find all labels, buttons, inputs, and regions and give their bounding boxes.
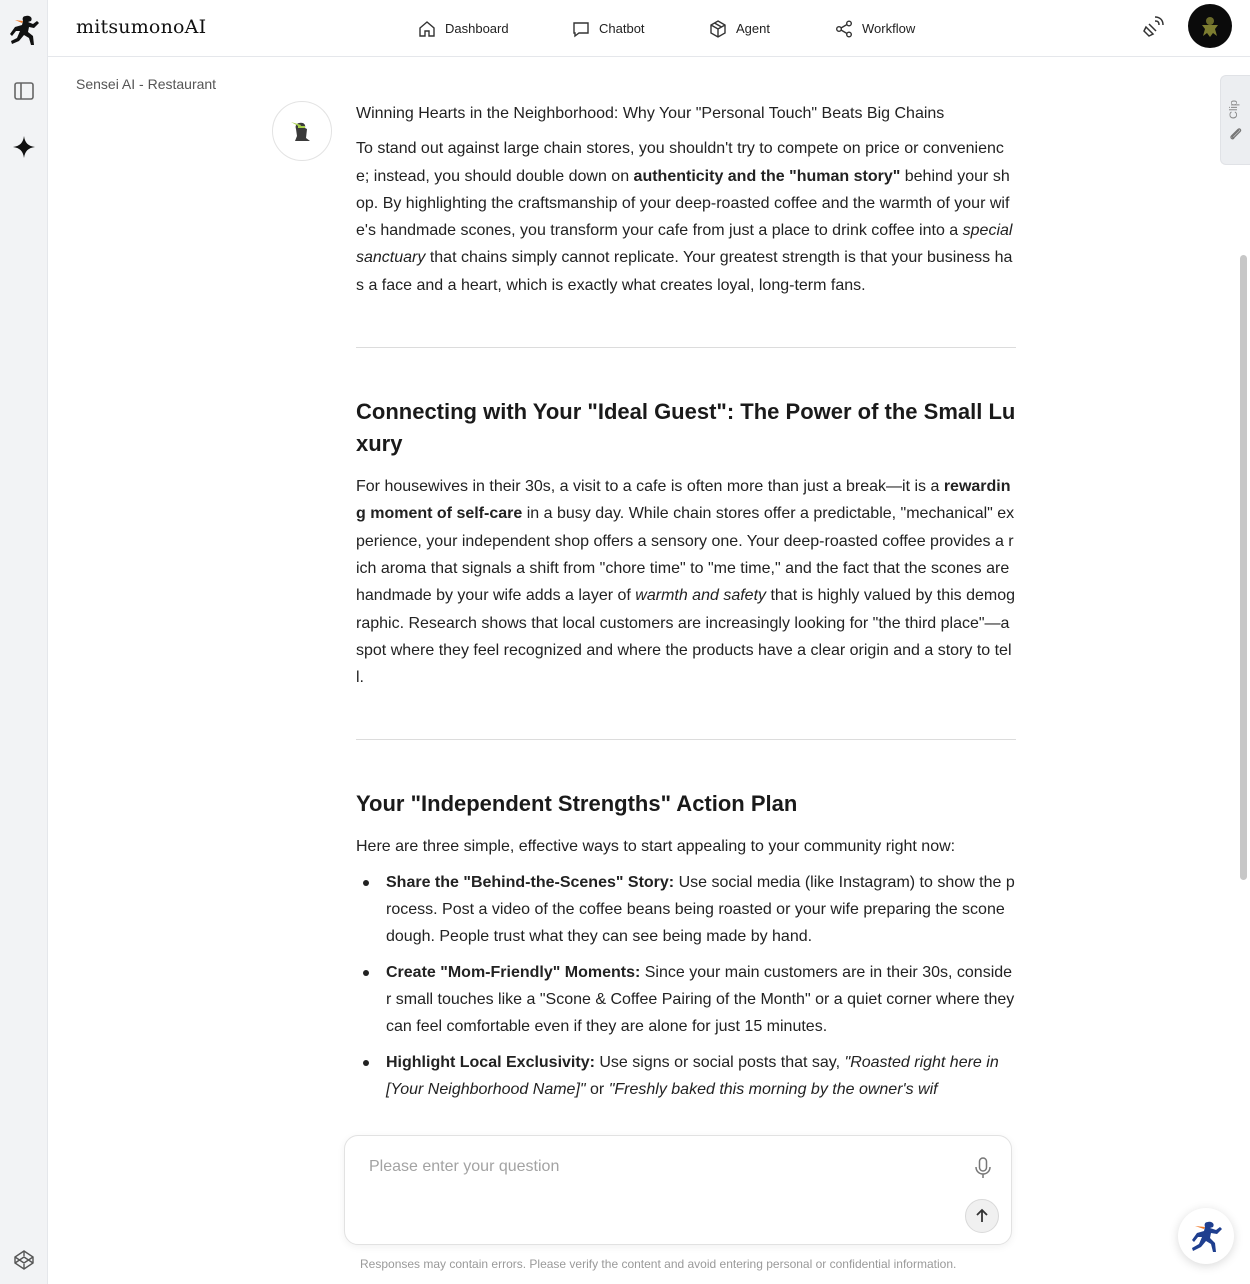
- assistant-message: [356, 100, 1016, 1127]
- nav-workflow[interactable]: [834, 0, 915, 57]
- microphone-icon[interactable]: [972, 1156, 994, 1180]
- section2-heading: Your "Independent Strengths" Action Plan: [356, 791, 798, 817]
- codepen-icon[interactable]: [11, 1247, 37, 1273]
- ninja-logo-icon[interactable]: [6, 12, 42, 50]
- nav-workflow-label: Workflow: [862, 21, 916, 36]
- breadcrumb: Sensei AI - Restaurant: [76, 76, 217, 92]
- sparkle-icon[interactable]: [11, 134, 37, 160]
- brand-name[interactable]: mitsumonoAI: [76, 16, 207, 38]
- list-item: Highlight Local Exclusivity: Use signs or social posts that say, "Roasted right here in [Your Neighborhood Name]" or "Freshly baked this morning by the owner's wif: [356, 1049, 1016, 1104]
- bot-avatar: [272, 101, 332, 161]
- action-plan-list: [356, 869, 1016, 1103]
- nav-agent[interactable]: [708, 0, 770, 57]
- nav-dashboard-label: Dashboard: [445, 21, 509, 36]
- send-button[interactable]: [965, 1199, 999, 1233]
- section2-intro: Here are three simple, effective ways to start appealing to your community right now:: [356, 838, 956, 856]
- section1-heading: Connecting with Your "Ideal Guest": The Power of the Small Luxury: [356, 399, 1016, 457]
- disclaimer-text: Responses may contain errors. Please verify the content and avoid entering personal or confidential information.: [360, 1257, 957, 1271]
- user-avatar[interactable]: [1188, 4, 1232, 48]
- section-divider: [356, 347, 1016, 348]
- top-header: [48, 0, 1250, 57]
- nav-agent-label: Agent: [736, 21, 770, 36]
- satellite-icon[interactable]: [1141, 15, 1165, 39]
- nav-chatbot-label: Chatbot: [599, 21, 645, 36]
- section-divider: [356, 739, 1016, 740]
- home-icon: [417, 19, 437, 39]
- assistant-fab-button[interactable]: [1178, 1208, 1234, 1264]
- share-icon: [834, 19, 854, 39]
- arrow-up-icon: [973, 1207, 991, 1225]
- section1-paragraph: For housewives in their 30s, a visit to a cafe is often more than just a break—it is a rewarding moment of self-care in a busy day. While chain stores offer a predictable, "mechanical" experience, your independent shop offers a sensory one. Your deep-roasted coffee provides a rich aroma that signals a shift from "chore time" to "me time," and the fact that the scones are handmade by your wife adds a layer of warmth and safety that is highly valued by this demographic. Research shows that local customers are increasingly looking for "the third place"—a spot where they feel recognized and where the products have a clear origin and a story to tell.: [356, 478, 1016, 687]
- chat-composer: [344, 1135, 1012, 1245]
- nav-dashboard[interactable]: [417, 0, 509, 57]
- left-rail: [0, 0, 48, 1284]
- sidebar-toggle-icon[interactable]: [11, 78, 37, 104]
- cube-icon: [708, 19, 728, 39]
- list-item: Share the "Behind-the-Scenes" Story: Use social media (like Instagram) to show the process. Post a video of the coffee beans being roasted or your wife preparing the scone dough. People trust what they can see being made by hand.: [356, 869, 1016, 951]
- question-input[interactable]: [369, 1158, 949, 1176]
- scrollbar-thumb[interactable]: [1240, 255, 1247, 880]
- list-item: Create "Mom-Friendly" Moments: Since your main customers are in their 30s, consider small touches like a "Scone & Coffee Pairing of the Month" or a quiet corner where they can feel comfortable even if they are alone for just 15 minutes.: [356, 959, 1016, 1041]
- nav-chatbot[interactable]: [571, 0, 645, 57]
- ninja-mascot-icon: [1186, 1216, 1226, 1256]
- intro-paragraph: To stand out against large chain stores, you shouldn't try to compete on price or convenience; instead, you should double down on authenticity and the "human story" behind your shop. By highlighting the craftsmanship of your deep-roasted coffee and the warmth of your wife's handmade scones, you transform your cafe from just a place to drink coffee into a special sanctuary that chains simply cannot replicate. Your greatest strength is that your business has a face and a heart, which is exactly what creates loyal, long-term fans.: [356, 140, 1013, 294]
- message-title: Winning Hearts in the Neighborhood: Why Your "Personal Touch" Beats Big Chains: [356, 105, 945, 122]
- clip-label: Clip: [1228, 100, 1240, 119]
- chat-icon: [571, 19, 591, 39]
